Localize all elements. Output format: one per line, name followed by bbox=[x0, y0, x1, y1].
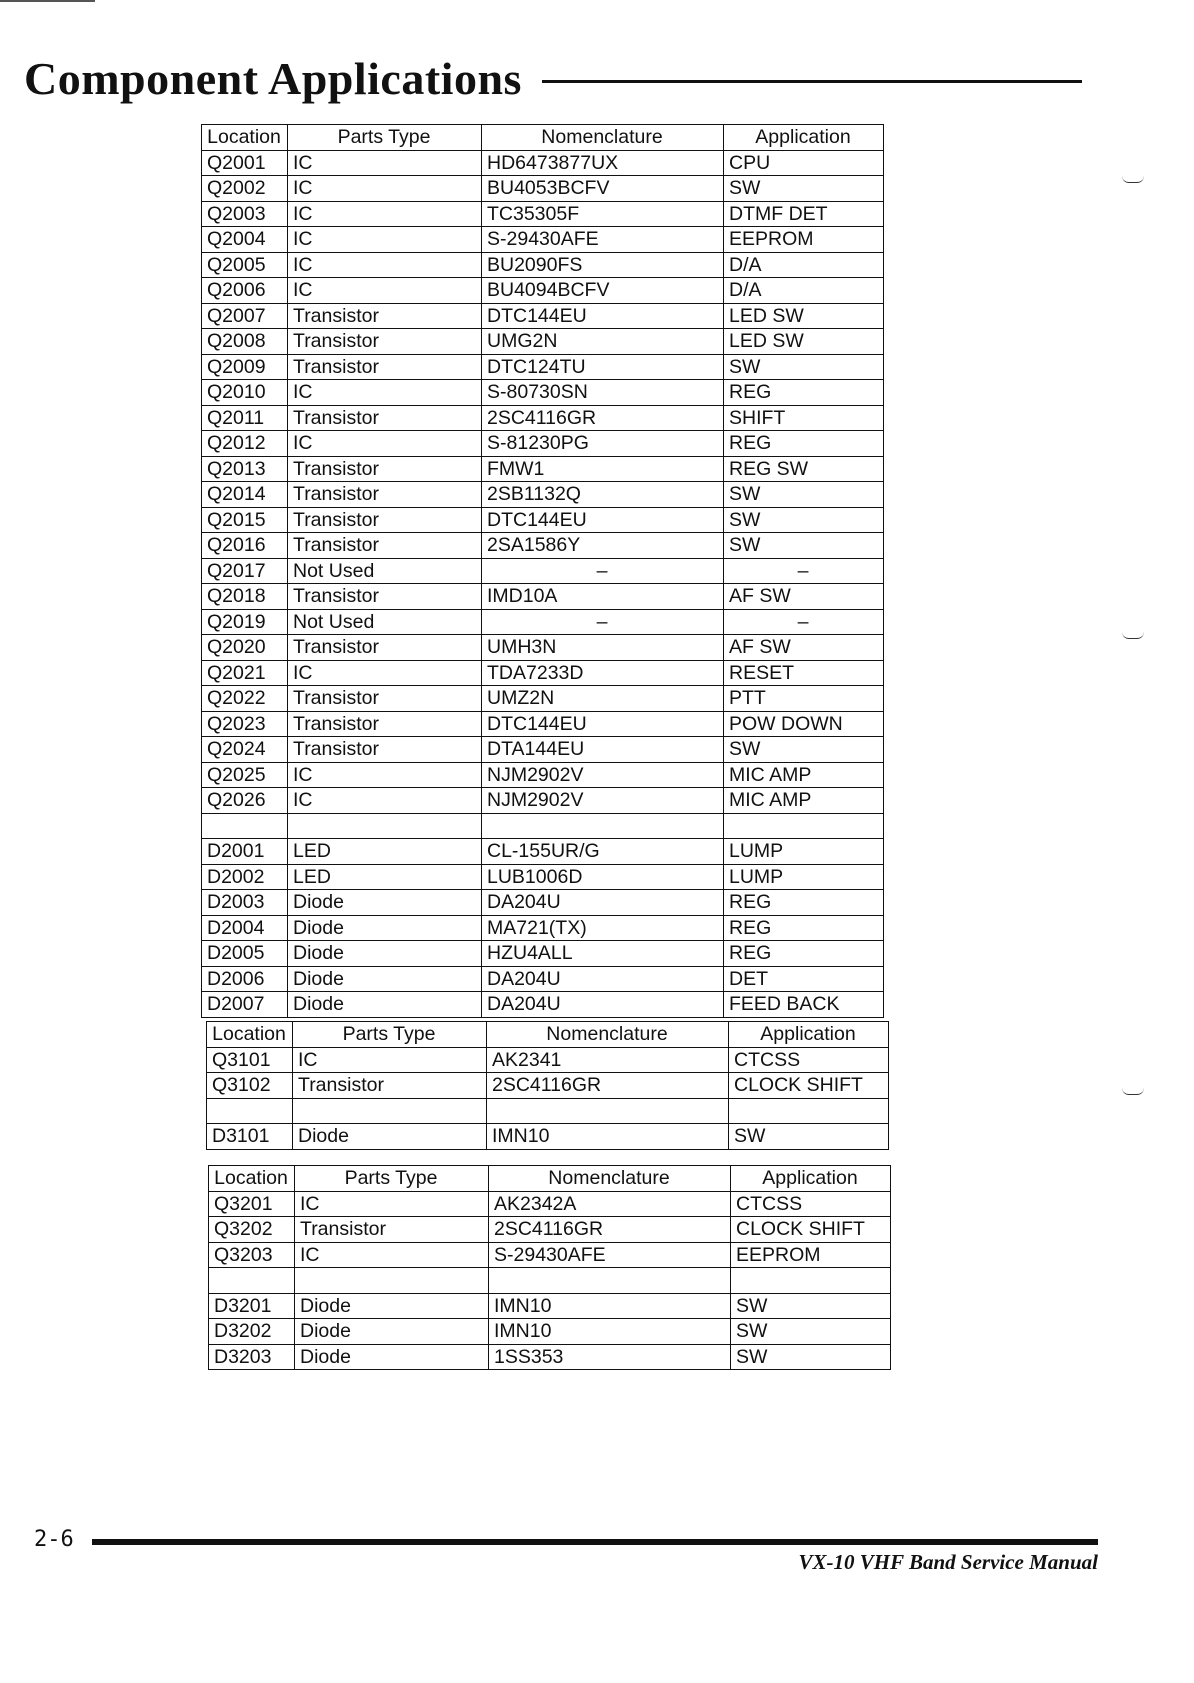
cell-location bbox=[209, 1268, 295, 1294]
scan-edge-mark bbox=[0, 0, 95, 2]
cell-application bbox=[729, 1098, 889, 1124]
cell-parts-type: Transistor bbox=[293, 1073, 487, 1099]
cell-nomenclature: – bbox=[482, 609, 724, 635]
table-row bbox=[202, 380, 884, 406]
cell-application: REG bbox=[724, 431, 884, 457]
cell-nomenclature: DTC144EU bbox=[482, 507, 724, 533]
cell-application: SW bbox=[731, 1344, 891, 1370]
cell-application: D/A bbox=[724, 278, 884, 304]
cell-location: Q3102 bbox=[207, 1073, 293, 1099]
column-header-location: Location bbox=[209, 1166, 295, 1192]
cell-nomenclature: BU4094BCFV bbox=[482, 278, 724, 304]
cell-application: REG bbox=[724, 915, 884, 941]
footer-rule bbox=[92, 1539, 1098, 1545]
cell-location: D2004 bbox=[202, 915, 288, 941]
cell-nomenclature: IMN10 bbox=[489, 1293, 731, 1319]
cell-parts-type: IC bbox=[288, 227, 482, 253]
cell-application: SW bbox=[724, 533, 884, 559]
table-row bbox=[202, 533, 884, 559]
cell-application: CTCSS bbox=[731, 1191, 891, 1217]
margin-mark bbox=[1122, 176, 1144, 183]
cell-nomenclature: 2SC4116GR bbox=[489, 1217, 731, 1243]
cell-location: Q2017 bbox=[202, 558, 288, 584]
cell-parts-type bbox=[295, 1268, 489, 1294]
cell-nomenclature: LUB1006D bbox=[482, 864, 724, 890]
cell-application: REG bbox=[724, 380, 884, 406]
cell-nomenclature: TDA7233D bbox=[482, 660, 724, 686]
cell-application: DET bbox=[724, 966, 884, 992]
cell-location bbox=[202, 813, 288, 839]
cell-location: Q2001 bbox=[202, 150, 288, 176]
cell-application: AF SW bbox=[724, 584, 884, 610]
cell-location: D3203 bbox=[209, 1344, 295, 1370]
cell-application: LED SW bbox=[724, 303, 884, 329]
cell-parts-type: IC bbox=[288, 788, 482, 814]
cell-application: SW bbox=[724, 482, 884, 508]
cell-location: Q2004 bbox=[202, 227, 288, 253]
cell-parts-type: IC bbox=[295, 1191, 489, 1217]
cell-nomenclature: NJM2902V bbox=[482, 788, 724, 814]
cell-parts-type: IC bbox=[295, 1242, 489, 1268]
cell-nomenclature: 2SC4116GR bbox=[487, 1073, 729, 1099]
cell-application bbox=[724, 813, 884, 839]
cell-parts-type: Transistor bbox=[288, 533, 482, 559]
cell-parts-type: IC bbox=[288, 380, 482, 406]
cell-application: SW bbox=[731, 1319, 891, 1345]
cell-location: Q2021 bbox=[202, 660, 288, 686]
cell-nomenclature: BU4053BCFV bbox=[482, 176, 724, 202]
cell-parts-type: Diode bbox=[288, 890, 482, 916]
cell-nomenclature: AK2342A bbox=[489, 1191, 731, 1217]
column-header-nomenclature: Nomenclature bbox=[487, 1022, 729, 1048]
cell-application: SW bbox=[731, 1293, 891, 1319]
cell-application: SW bbox=[729, 1124, 889, 1150]
cell-nomenclature: – bbox=[482, 558, 724, 584]
cell-parts-type: Transistor bbox=[288, 635, 482, 661]
cell-location: Q2022 bbox=[202, 686, 288, 712]
cell-parts-type: LED bbox=[288, 839, 482, 865]
cell-location: D3202 bbox=[209, 1319, 295, 1345]
cell-application: MIC AMP bbox=[724, 788, 884, 814]
cell-location: D2005 bbox=[202, 941, 288, 967]
cell-application: EEPROM bbox=[724, 227, 884, 253]
cell-parts-type: IC bbox=[288, 176, 482, 202]
cell-location: Q3202 bbox=[209, 1217, 295, 1243]
table-row bbox=[202, 150, 884, 176]
table-row bbox=[202, 890, 884, 916]
cell-location: Q2015 bbox=[202, 507, 288, 533]
cell-application: SW bbox=[724, 507, 884, 533]
table-row bbox=[202, 966, 884, 992]
column-header-application: Application bbox=[731, 1166, 891, 1192]
cell-parts-type: Transistor bbox=[288, 329, 482, 355]
table-row bbox=[202, 252, 884, 278]
cell-nomenclature: DTA144EU bbox=[482, 737, 724, 763]
cell-parts-type: Transistor bbox=[295, 1217, 489, 1243]
cell-nomenclature: IMN10 bbox=[489, 1319, 731, 1345]
table-spacer-row bbox=[209, 1268, 891, 1294]
cell-nomenclature: S-80730SN bbox=[482, 380, 724, 406]
cell-parts-type: Diode bbox=[295, 1344, 489, 1370]
cell-location: Q2002 bbox=[202, 176, 288, 202]
cell-parts-type: Diode bbox=[293, 1124, 487, 1150]
cell-nomenclature: 2SC4116GR bbox=[482, 405, 724, 431]
cell-parts-type: IC bbox=[288, 278, 482, 304]
cell-application bbox=[731, 1268, 891, 1294]
cell-parts-type: Transistor bbox=[288, 354, 482, 380]
cell-parts-type: Transistor bbox=[288, 711, 482, 737]
cell-application: REG bbox=[724, 941, 884, 967]
cell-location: Q3203 bbox=[209, 1242, 295, 1268]
cell-location: Q2008 bbox=[202, 329, 288, 355]
cell-location: Q2006 bbox=[202, 278, 288, 304]
cell-application: EEPROM bbox=[731, 1242, 891, 1268]
cell-nomenclature: MA721(TX) bbox=[482, 915, 724, 941]
table-header-row bbox=[202, 125, 884, 151]
cell-application: REG bbox=[724, 890, 884, 916]
table-row bbox=[202, 329, 884, 355]
cell-nomenclature: DTC124TU bbox=[482, 354, 724, 380]
manual-title: VX-10 VHF Band Service Manual bbox=[798, 1550, 1098, 1574]
cell-parts-type: IC bbox=[288, 431, 482, 457]
cell-location: Q2010 bbox=[202, 380, 288, 406]
component-table-main bbox=[201, 124, 884, 1018]
cell-application: – bbox=[724, 609, 884, 635]
cell-location: D3101 bbox=[207, 1124, 293, 1150]
cell-application: CLOCK SHIFT bbox=[729, 1073, 889, 1099]
table-row bbox=[202, 711, 884, 737]
table-row bbox=[202, 558, 884, 584]
title-rule bbox=[542, 80, 1082, 83]
cell-nomenclature: DTC144EU bbox=[482, 303, 724, 329]
cell-parts-type: Diode bbox=[295, 1293, 489, 1319]
cell-location: D2007 bbox=[202, 992, 288, 1018]
cell-location: D3201 bbox=[209, 1293, 295, 1319]
cell-location: Q2019 bbox=[202, 609, 288, 635]
component-table-3100 bbox=[206, 1021, 889, 1150]
column-header-application: Application bbox=[729, 1022, 889, 1048]
column-header-nomenclature: Nomenclature bbox=[489, 1166, 731, 1192]
cell-application: POW DOWN bbox=[724, 711, 884, 737]
cell-application: CPU bbox=[724, 150, 884, 176]
cell-application: – bbox=[724, 558, 884, 584]
cell-nomenclature: UMZ2N bbox=[482, 686, 724, 712]
cell-parts-type bbox=[288, 813, 482, 839]
margin-mark bbox=[1122, 632, 1144, 639]
column-header-parts-type: Parts Type bbox=[295, 1166, 489, 1192]
table-row bbox=[202, 864, 884, 890]
cell-location: Q2025 bbox=[202, 762, 288, 788]
table-row bbox=[202, 737, 884, 763]
cell-location: Q2009 bbox=[202, 354, 288, 380]
cell-application: REG SW bbox=[724, 456, 884, 482]
table-row bbox=[202, 201, 884, 227]
column-header-location: Location bbox=[207, 1022, 293, 1048]
cell-application: D/A bbox=[724, 252, 884, 278]
table-row bbox=[209, 1191, 891, 1217]
cell-location: Q3101 bbox=[207, 1047, 293, 1073]
cell-location: Q2020 bbox=[202, 635, 288, 661]
table-row bbox=[202, 456, 884, 482]
cell-application: AF SW bbox=[724, 635, 884, 661]
cell-location: Q2026 bbox=[202, 788, 288, 814]
table-row bbox=[207, 1124, 889, 1150]
cell-location: Q2012 bbox=[202, 431, 288, 457]
cell-parts-type: Transistor bbox=[288, 584, 482, 610]
cell-nomenclature: HD6473877UX bbox=[482, 150, 724, 176]
cell-parts-type: Diode bbox=[295, 1319, 489, 1345]
cell-nomenclature: HZU4ALL bbox=[482, 941, 724, 967]
cell-parts-type: IC bbox=[288, 762, 482, 788]
cell-parts-type bbox=[293, 1098, 487, 1124]
table-row bbox=[207, 1073, 889, 1099]
cell-application: PTT bbox=[724, 686, 884, 712]
column-header-application: Application bbox=[724, 125, 884, 151]
table-row bbox=[207, 1047, 889, 1073]
cell-parts-type: Diode bbox=[288, 966, 482, 992]
table-row bbox=[209, 1319, 891, 1345]
cell-nomenclature: 1SS353 bbox=[489, 1344, 731, 1370]
cell-location: Q2011 bbox=[202, 405, 288, 431]
cell-parts-type: IC bbox=[288, 201, 482, 227]
table-row bbox=[202, 227, 884, 253]
cell-location bbox=[207, 1098, 293, 1124]
cell-application: DTMF DET bbox=[724, 201, 884, 227]
cell-parts-type: IC bbox=[288, 252, 482, 278]
cell-parts-type: Transistor bbox=[288, 405, 482, 431]
table-row bbox=[202, 635, 884, 661]
table-row bbox=[202, 609, 884, 635]
table-row bbox=[202, 660, 884, 686]
cell-parts-type: IC bbox=[288, 150, 482, 176]
page-title: Component Applications bbox=[24, 53, 522, 104]
cell-nomenclature: S-29430AFE bbox=[482, 227, 724, 253]
cell-location: Q2023 bbox=[202, 711, 288, 737]
cell-location: Q2007 bbox=[202, 303, 288, 329]
cell-application: SW bbox=[724, 176, 884, 202]
cell-location: Q2013 bbox=[202, 456, 288, 482]
table-row bbox=[209, 1344, 891, 1370]
table-row bbox=[202, 507, 884, 533]
cell-application: SHIFT bbox=[724, 405, 884, 431]
cell-nomenclature bbox=[489, 1268, 731, 1294]
cell-nomenclature: 2SB1132Q bbox=[482, 482, 724, 508]
cell-parts-type: IC bbox=[293, 1047, 487, 1073]
cell-nomenclature: DA204U bbox=[482, 966, 724, 992]
table-row bbox=[202, 762, 884, 788]
cell-nomenclature: S-29430AFE bbox=[489, 1242, 731, 1268]
table-row bbox=[202, 686, 884, 712]
table-row bbox=[202, 278, 884, 304]
margin-mark bbox=[1122, 1088, 1144, 1095]
table-row bbox=[202, 839, 884, 865]
cell-nomenclature: FMW1 bbox=[482, 456, 724, 482]
table-row bbox=[202, 941, 884, 967]
table-spacer-row bbox=[207, 1098, 889, 1124]
cell-nomenclature: AK2341 bbox=[487, 1047, 729, 1073]
cell-location: Q2014 bbox=[202, 482, 288, 508]
cell-parts-type: Diode bbox=[288, 915, 482, 941]
table-row bbox=[209, 1293, 891, 1319]
table-row bbox=[202, 992, 884, 1018]
cell-nomenclature: DTC144EU bbox=[482, 711, 724, 737]
table-row bbox=[209, 1217, 891, 1243]
cell-location: Q3201 bbox=[209, 1191, 295, 1217]
cell-location: Q2005 bbox=[202, 252, 288, 278]
cell-application: MIC AMP bbox=[724, 762, 884, 788]
cell-nomenclature: TC35305F bbox=[482, 201, 724, 227]
column-header-nomenclature: Nomenclature bbox=[482, 125, 724, 151]
cell-nomenclature bbox=[487, 1098, 729, 1124]
cell-parts-type: Diode bbox=[288, 992, 482, 1018]
table-row bbox=[202, 431, 884, 457]
cell-location: D2006 bbox=[202, 966, 288, 992]
cell-location: Q2016 bbox=[202, 533, 288, 559]
column-header-location: Location bbox=[202, 125, 288, 151]
cell-nomenclature: DA204U bbox=[482, 992, 724, 1018]
cell-application: SW bbox=[724, 737, 884, 763]
cell-application: CTCSS bbox=[729, 1047, 889, 1073]
cell-parts-type: Transistor bbox=[288, 507, 482, 533]
cell-application: RESET bbox=[724, 660, 884, 686]
table-header-row bbox=[207, 1022, 889, 1048]
cell-parts-type: Transistor bbox=[288, 482, 482, 508]
table-row bbox=[202, 405, 884, 431]
component-table-3200 bbox=[208, 1165, 891, 1370]
cell-nomenclature: UMG2N bbox=[482, 329, 724, 355]
cell-nomenclature: IMD10A bbox=[482, 584, 724, 610]
cell-location: D2001 bbox=[202, 839, 288, 865]
cell-parts-type: Not Used bbox=[288, 558, 482, 584]
cell-parts-type: Transistor bbox=[288, 456, 482, 482]
cell-parts-type: Transistor bbox=[288, 686, 482, 712]
cell-location: D2002 bbox=[202, 864, 288, 890]
table-row bbox=[202, 354, 884, 380]
cell-location: Q2003 bbox=[202, 201, 288, 227]
table-row bbox=[202, 584, 884, 610]
cell-nomenclature: BU2090FS bbox=[482, 252, 724, 278]
cell-application: CLOCK SHIFT bbox=[731, 1217, 891, 1243]
cell-parts-type: Transistor bbox=[288, 303, 482, 329]
cell-application: LUMP bbox=[724, 839, 884, 865]
cell-location: Q2024 bbox=[202, 737, 288, 763]
table-row bbox=[202, 482, 884, 508]
cell-parts-type: Transistor bbox=[288, 737, 482, 763]
cell-location: D2003 bbox=[202, 890, 288, 916]
cell-location: Q2018 bbox=[202, 584, 288, 610]
table-spacer-row bbox=[202, 813, 884, 839]
column-header-parts-type: Parts Type bbox=[293, 1022, 487, 1048]
cell-nomenclature bbox=[482, 813, 724, 839]
cell-nomenclature: IMN10 bbox=[487, 1124, 729, 1150]
cell-parts-type: Not Used bbox=[288, 609, 482, 635]
table-row bbox=[202, 176, 884, 202]
cell-parts-type: IC bbox=[288, 660, 482, 686]
cell-nomenclature: DA204U bbox=[482, 890, 724, 916]
column-header-parts-type: Parts Type bbox=[288, 125, 482, 151]
cell-parts-type: Diode bbox=[288, 941, 482, 967]
cell-nomenclature: 2SA1586Y bbox=[482, 533, 724, 559]
cell-application: LUMP bbox=[724, 864, 884, 890]
page-number: 2-6 bbox=[34, 1527, 74, 1552]
cell-application: FEED BACK bbox=[724, 992, 884, 1018]
cell-nomenclature: S-81230PG bbox=[482, 431, 724, 457]
cell-application: LED SW bbox=[724, 329, 884, 355]
table-header-row bbox=[209, 1166, 891, 1192]
table-row bbox=[202, 788, 884, 814]
cell-nomenclature: UMH3N bbox=[482, 635, 724, 661]
cell-nomenclature: NJM2902V bbox=[482, 762, 724, 788]
table-row bbox=[202, 915, 884, 941]
table-row bbox=[209, 1242, 891, 1268]
table-row bbox=[202, 303, 884, 329]
cell-parts-type: LED bbox=[288, 864, 482, 890]
cell-nomenclature: CL-155UR/G bbox=[482, 839, 724, 865]
cell-application: SW bbox=[724, 354, 884, 380]
